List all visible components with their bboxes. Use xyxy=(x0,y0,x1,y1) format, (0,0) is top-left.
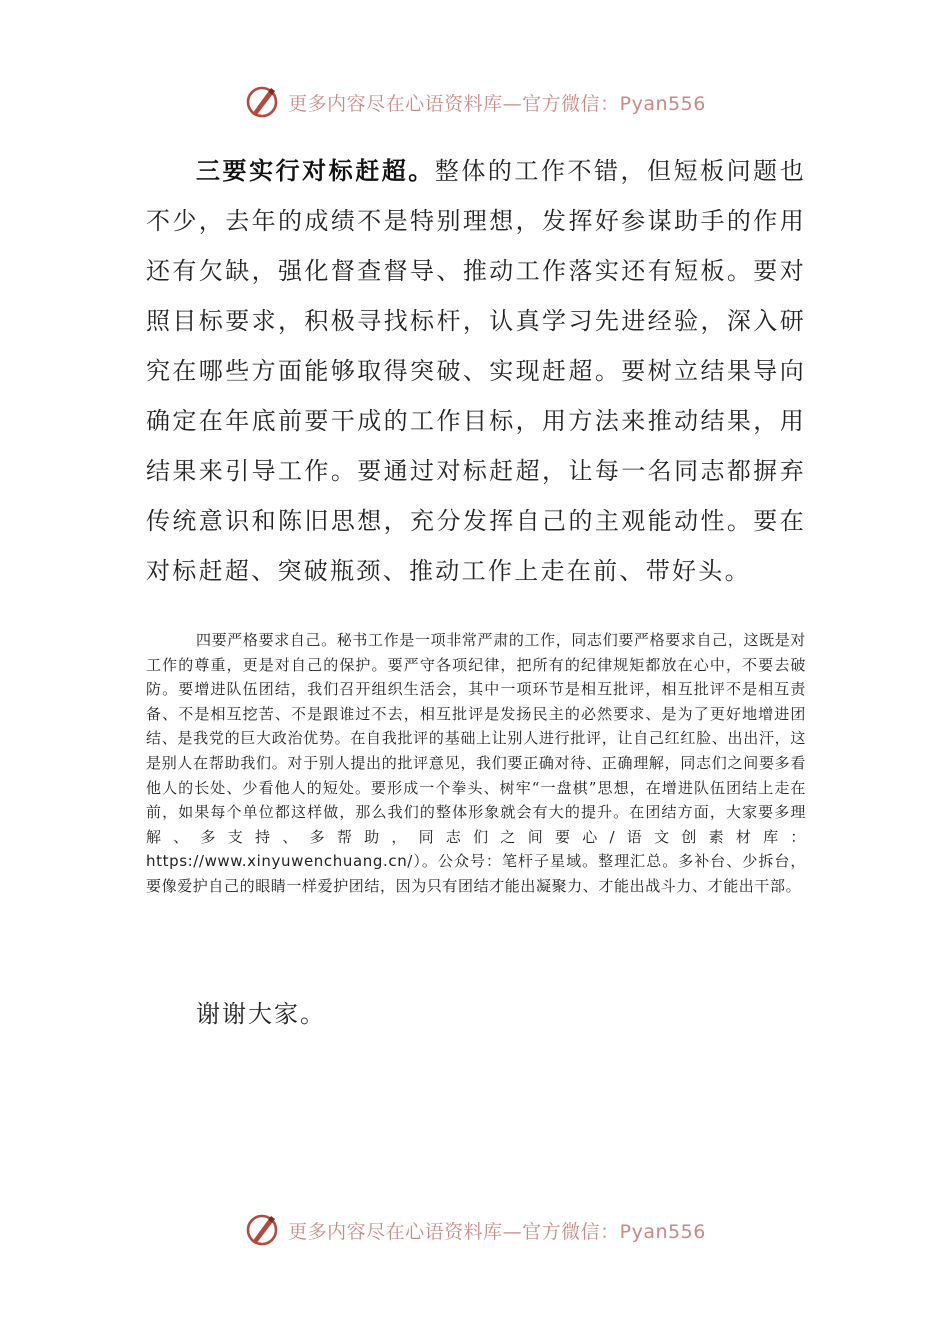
small-paragraph xyxy=(146,628,806,899)
main-paragraph xyxy=(146,146,806,596)
watermark-wechat-id: Pyan556 xyxy=(619,92,706,115)
small-paragraph-url: https://www.xinyuwenchuang.cn/ xyxy=(146,852,413,871)
watermark-text: 更多内容尽在心语资料库—官方微信：Pyan556 xyxy=(288,92,706,115)
paragraph-body-text: 整体的工作不错，但短板问题也不少，去年的成绩不是特别理想，发挥好参谋助手的作用还有欠缺，强化督查督导、推动工作落实还有短板。要对照目标要求，积极寻找标杆，认真学习先进经验，深入研究在哪些方面能够取得突破、实现赶超。要树立结果导向确定在年底前要干成的工作目标，用方法来推动结果，用结果来引导工作。要通过对标赶超，让每一名同志都摒弃传统意识和陈旧思想，充分发挥自己的主观能动性。要在对标赶超、突破瓶颈、推动工作上走在前、带好头。 xyxy=(146,157,807,585)
footer-watermark xyxy=(0,1210,950,1250)
pen-circle-logo-icon xyxy=(244,1212,280,1248)
small-paragraph-text-1: 四要严格要求自己。秘书工作是一项非常严肃的工作，同志们要严格要求自己，这既是对工作的尊重，更是对自己的保护。要严守各项纪律，把所有的纪律规矩都放在心中，不要去破防。要增进队伍团结，我们召开组织生活会，其中一项环节是相互批评，相互批评不是相互责备、不是相互挖苦、不是跟谁过不去，相互批评是发扬民主的必然要求、是为了更好地增进团结、是我党的巨大政治优势。在自我批评的基础上让别人进行批评，让自己红红脸、出出汗，这是别人在帮助我们。对于别人提出的批评意见，我们要正确对待、正确理解，同志们之间要多看他人的长处、少看他人的短处。要形成一个拳头、树牢“一盘棋”思想，在增进队伍团结上走在前，如果每个单位都这样做，那么我们的整体形象就会有大的提升。在团结方面，大家要多理解、多支持、多帮助，同志们之间要心/语文创素材库： xyxy=(146,631,806,846)
paragraph-lead-heading: 三要实行对标赶超。 xyxy=(196,156,435,185)
watermark-wechat-id: Pyan556 xyxy=(619,1220,706,1243)
pen-circle-logo-icon xyxy=(244,84,280,120)
closing-text: 谢谢大家。 xyxy=(196,1000,326,1028)
watermark-text: 更多内容尽在心语资料库—官方微信：Pyan556 xyxy=(288,1220,706,1243)
small-paragraph-text-2: ）。公众号：笔杆子星域。整理汇总。多补台、少拆台，要像爱护自己的眼睛一样爱护团结，因为只有团结才能出凝聚力、才能出战斗力、才能出干部。 xyxy=(146,852,806,895)
header-watermark xyxy=(0,82,950,122)
